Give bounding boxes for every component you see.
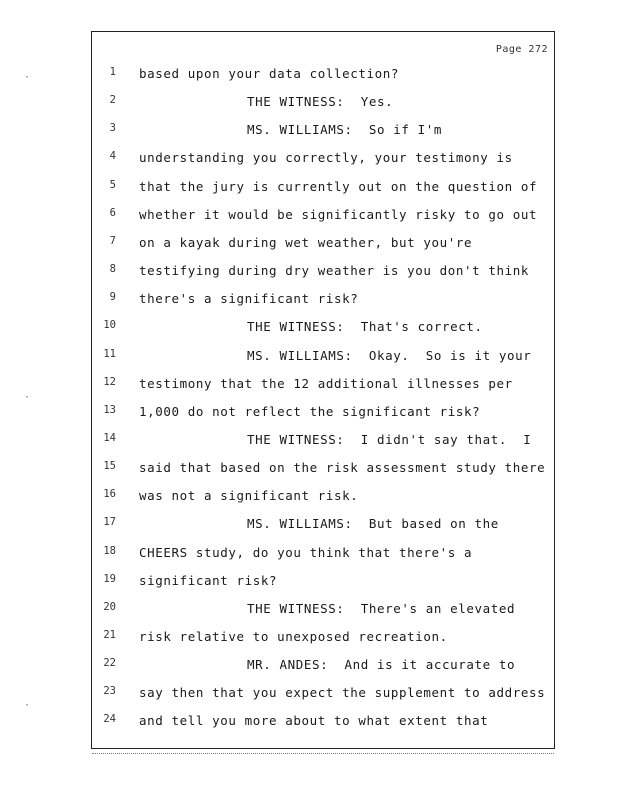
transcript-line [92, 488, 556, 516]
line-text: there's a significant risk? [139, 291, 359, 307]
scan-speck: · [24, 392, 31, 403]
line-text: said that based on the risk assessment study there [139, 460, 546, 476]
transcript-line [92, 94, 556, 122]
line-number: 18 [103, 544, 116, 557]
line-number: 7 [109, 234, 116, 247]
line-number: 24 [103, 713, 116, 726]
line-number: 22 [103, 657, 116, 670]
page-number: Page 272 [495, 44, 548, 55]
line-number: 21 [103, 629, 116, 641]
line-text: whether it would be significantly risky to go out [139, 206, 538, 222]
line-text: CHEERS study, do you think that there's a [139, 544, 473, 560]
line-number: 15 [103, 460, 116, 473]
line-text: significant risk? [139, 572, 278, 588]
line-text: on a kayak during wet weather, but you're [139, 234, 473, 250]
line-number: 9 [109, 291, 116, 304]
transcript-line [92, 319, 556, 347]
transcript-line [92, 657, 556, 685]
line-number: 12 [103, 375, 116, 388]
transcript-line [92, 601, 556, 629]
line-text: testifying during dry weather is you don't think [139, 263, 530, 279]
line-text: MR. ANDES: And is it accurate to [247, 657, 516, 673]
line-number: 5 [109, 178, 116, 191]
line-number: 1 [109, 66, 116, 78]
line-number: 4 [109, 150, 116, 163]
line-text: say then that you expect the supplement to address [139, 685, 546, 701]
line-number: 17 [103, 516, 116, 529]
line-text: understanding you correctly, your testimony is [139, 150, 513, 166]
line-number: 3 [109, 122, 116, 135]
line-number: 8 [109, 263, 116, 276]
line-text: MS. WILLIAMS: Okay. So is it your [247, 347, 532, 363]
transcript-line [92, 122, 556, 150]
line-text: THE WITNESS: That's correct. [247, 319, 483, 335]
line-text: THE WITNESS: Yes. [247, 94, 394, 110]
line-text: THE WITNESS: There's an elevated [247, 600, 516, 616]
line-number: 20 [103, 600, 116, 613]
transcript-line [92, 263, 556, 291]
line-text: testimony that the 12 additional illnesses per [139, 375, 513, 391]
transcript-line [92, 348, 556, 376]
line-text: based upon your data collection? [139, 66, 400, 81]
line-number: 11 [103, 347, 116, 360]
line-number: 6 [109, 206, 116, 219]
scan-speck: · [24, 700, 31, 711]
line-text: MS. WILLIAMS: But based on the [247, 516, 499, 532]
scan-speck: · [24, 72, 31, 83]
transcript-line [92, 685, 556, 713]
transcript-line [92, 376, 556, 404]
line-text: was not a significant risk. [139, 488, 359, 504]
line-text: risk relative to unexposed recreation. [139, 629, 448, 644]
transcript-line [92, 545, 556, 573]
transcript-line [92, 179, 556, 207]
transcript-line [92, 207, 556, 235]
line-number: 14 [103, 431, 116, 444]
line-text: THE WITNESS: I didn't say that. I [247, 431, 532, 447]
line-number: 10 [103, 319, 116, 332]
transcript-line [92, 404, 556, 432]
transcript-line [92, 460, 556, 488]
transcript-page [91, 31, 555, 749]
line-text: that the jury is currently out on the question of [139, 178, 538, 194]
line-number: 13 [103, 403, 116, 416]
transcript-line [92, 150, 556, 178]
line-number: 2 [109, 94, 116, 107]
line-number: 19 [103, 572, 116, 585]
transcript-line [92, 291, 556, 319]
transcript-line [92, 573, 556, 601]
transcript-line [92, 516, 556, 544]
transcript-line [92, 235, 556, 263]
transcript-line [92, 713, 556, 741]
transcript-line [92, 432, 556, 460]
transcript-line [92, 66, 556, 94]
line-text: 1,000 do not reflect the significant risk? [139, 403, 481, 419]
line-number: 16 [103, 488, 116, 501]
line-text: and tell you more about to what extent that [139, 713, 489, 729]
line-number: 23 [103, 685, 116, 698]
line-text: MS. WILLIAMS: So if I'm [247, 122, 443, 138]
transcript-line [92, 629, 556, 657]
bottom-rule [92, 753, 554, 754]
